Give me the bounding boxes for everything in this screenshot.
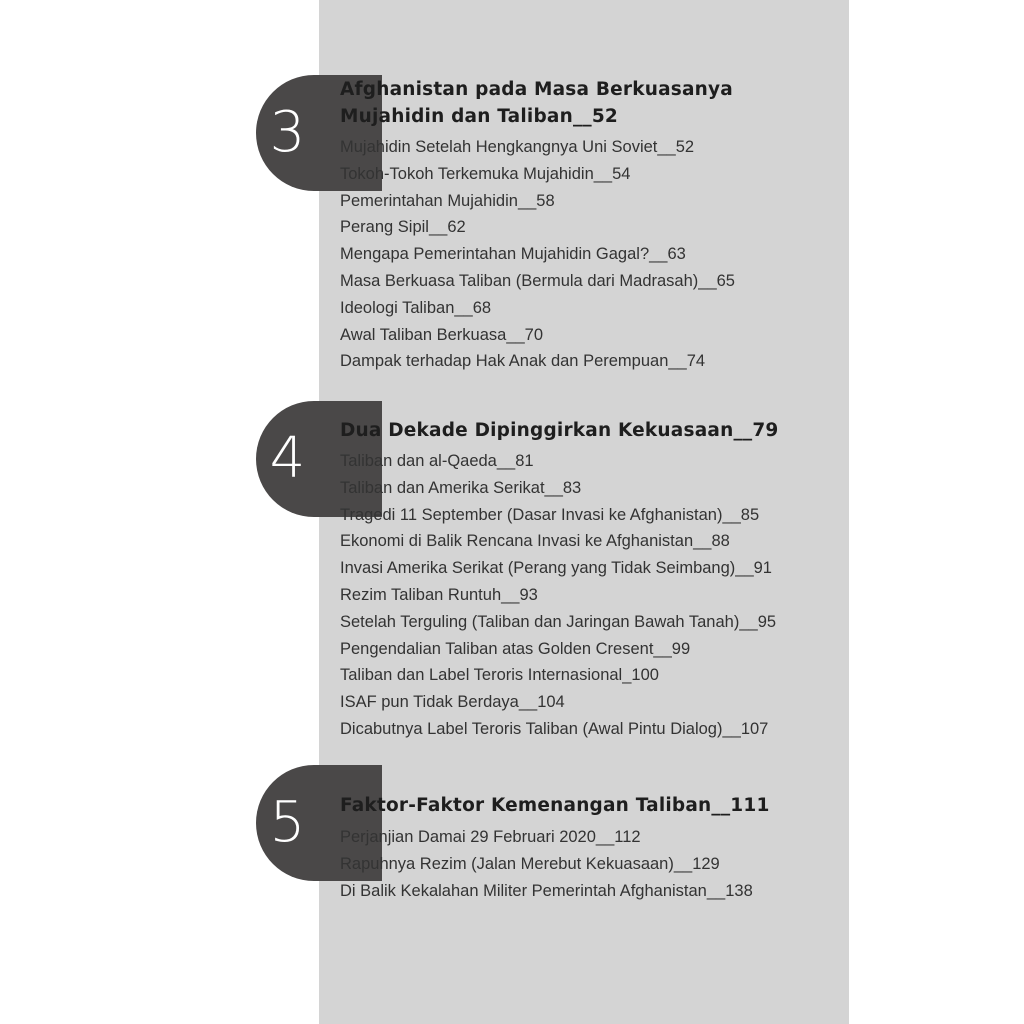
chapter-title[interactable] bbox=[340, 792, 820, 819]
toc-entry[interactable]: Perang Sipil__62 bbox=[340, 218, 466, 237]
toc-entry[interactable]: Masa Berkuasa Taliban (Bermula dari Madrasah)__65 bbox=[340, 271, 735, 290]
toc-entry[interactable]: Ideologi Taliban__68 bbox=[340, 298, 492, 317]
chapter-number: 5 bbox=[269, 790, 306, 855]
toc-entry[interactable]: Ekonomi di Balik Rencana Invasi ke Afghanistan__88 bbox=[340, 532, 730, 551]
toc-entry[interactable]: Dicabutnya Label Teroris Taliban (Awal Pintu Dialog)__107 bbox=[340, 719, 769, 738]
chapter-title-line-2: Mujahidin dan Taliban__52 bbox=[340, 106, 618, 127]
section-list bbox=[340, 134, 840, 375]
toc-entry[interactable]: Taliban dan Amerika Serikat__83 bbox=[340, 478, 582, 497]
toc-entry[interactable]: Setelah Terguling (Taliban dan Jaringan Bawah Tanah)__95 bbox=[340, 612, 777, 631]
chapter-title[interactable] bbox=[340, 417, 820, 444]
section-list bbox=[340, 448, 840, 743]
toc-entry[interactable]: Pemerintahan Mujahidin__58 bbox=[340, 191, 555, 210]
toc-entry[interactable]: Awal Taliban Berkuasa__70 bbox=[340, 325, 544, 344]
toc-entry[interactable]: Tokoh-Tokoh Terkemuka Mujahidin__54 bbox=[340, 164, 631, 183]
chapter-title[interactable] bbox=[340, 76, 820, 130]
toc-entry[interactable]: Pengendalian Taliban atas Golden Cresent__99 bbox=[340, 639, 691, 658]
toc-entry[interactable]: Di Balik Kekalahan Militer Pemerintah Afghanistan__138 bbox=[340, 881, 753, 900]
toc-entry[interactable]: Rapuhnya Rezim (Jalan Merebut Kekuasaan)__129 bbox=[340, 854, 720, 873]
toc-entry[interactable]: Taliban dan al-Qaeda__81 bbox=[340, 452, 534, 470]
toc-entry[interactable]: Perjanjian Damai 29 Februari 2020__112 bbox=[340, 828, 641, 846]
section-list bbox=[340, 824, 840, 904]
toc-entry[interactable]: Mengapa Pemerintahan Mujahidin Gagal?__63 bbox=[340, 245, 686, 264]
chapter-number: 3 bbox=[269, 100, 306, 165]
toc-entry[interactable]: ISAF pun Tidak Berdaya__104 bbox=[340, 693, 565, 712]
chapter-title-line-1: Afghanistan pada Masa Berkuasanya bbox=[340, 79, 733, 100]
chapter-title-line-1: Faktor-Faktor Kemenangan Taliban__111 bbox=[340, 795, 770, 816]
toc-entry[interactable]: Tragedi 11 September (Dasar Invasi ke Afghanistan)__85 bbox=[340, 505, 760, 524]
toc-entry[interactable]: Rezim Taliban Runtuh__93 bbox=[340, 585, 538, 604]
chapter-number: 4 bbox=[269, 426, 306, 491]
chapter-title-line-1: Dua Dekade Dipinggirkan Kekuasaan__79 bbox=[340, 420, 779, 441]
toc-entry[interactable]: Invasi Amerika Serikat (Perang yang Tidak Seimbang)__91 bbox=[340, 559, 772, 578]
toc-entry[interactable]: Mujahidin Setelah Hengkangnya Uni Soviet__52 bbox=[340, 138, 695, 156]
toc-entry[interactable]: Dampak terhadap Hak Anak dan Perempuan__74 bbox=[340, 352, 706, 371]
toc-entry[interactable]: Taliban dan Label Teroris Internasional_100 bbox=[340, 666, 659, 685]
